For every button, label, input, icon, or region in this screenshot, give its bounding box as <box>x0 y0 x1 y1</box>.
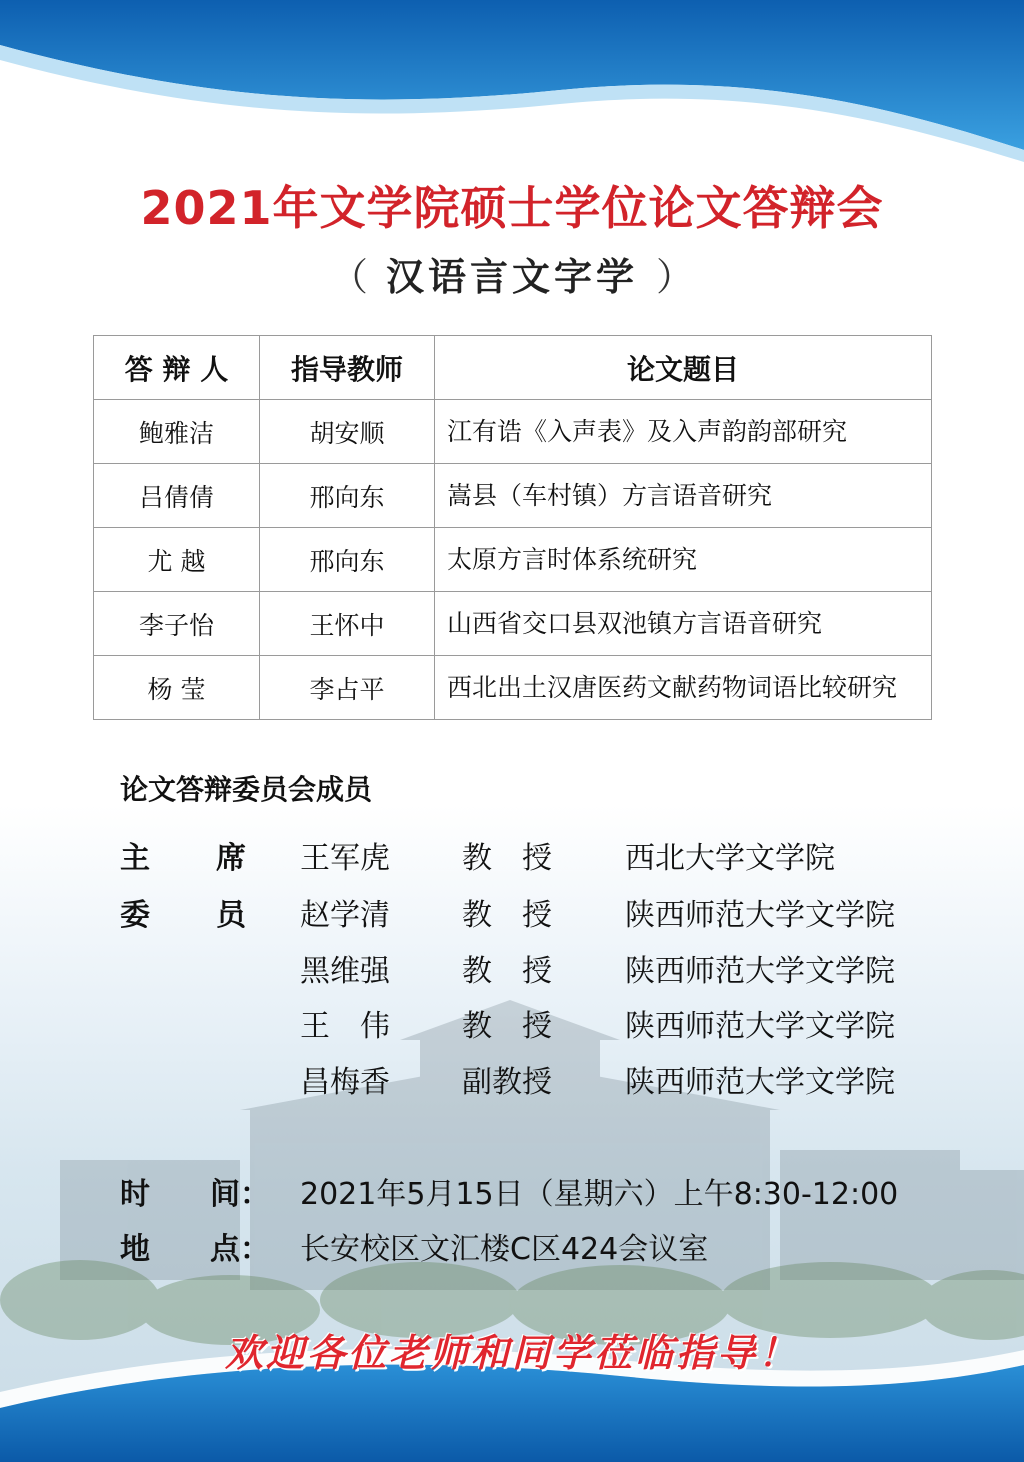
time-label: 时 间： <box>120 1177 270 1212</box>
thesis-topic: 西北出土汉唐医药文献药物词语比较研究 <box>435 656 932 720</box>
thesis-topic: 嵩县（车村镇）方言语音研究 <box>435 464 932 528</box>
member-name: 王军虎 <box>300 841 390 876</box>
table-row <box>94 528 932 592</box>
subtitle-close-paren: ） <box>656 255 695 299</box>
advisor-name: 邢向东 <box>260 464 435 528</box>
subtitle-text: 汉语言文字学 <box>385 254 638 299</box>
member-rank: 教 授 <box>462 841 552 876</box>
time-value: 2021年5月15日（星期六）上午8:30-12:00 <box>300 1177 899 1212</box>
member-rank: 教 授 <box>462 898 552 933</box>
welcome-message: 欢迎各位老师和同学莅临指导！ <box>224 1330 799 1375</box>
member-rank: 副教授 <box>462 1065 552 1100</box>
student-name: 李子怡 <box>94 592 260 656</box>
student-name: 鲍雅洁 <box>94 400 260 464</box>
member-name: 昌梅香 <box>300 1065 390 1100</box>
poster-subtitle <box>0 246 1024 301</box>
advisor-name: 李占平 <box>260 656 435 720</box>
place-value: 长安校区文汇楼C区424会议室 <box>300 1232 709 1267</box>
table-row <box>94 592 932 656</box>
member-name: 王 伟 <box>300 1009 390 1044</box>
member-org: 陕西师范大学文学院 <box>625 954 895 989</box>
committee-heading: 论文答辩委员会成员 <box>120 773 373 806</box>
member-org: 陕西师范大学文学院 <box>625 1065 895 1100</box>
member-org: 西北大学文学院 <box>625 841 835 876</box>
member-role: 委 员 <box>120 898 248 933</box>
member-role: 主 席 <box>120 841 248 876</box>
table-header-row <box>94 336 932 400</box>
student-name: 杨 莹 <box>94 656 260 720</box>
thesis-topic: 山西省交口县双池镇方言语音研究 <box>435 592 932 656</box>
member-org: 陕西师范大学文学院 <box>625 898 895 933</box>
member-org: 陕西师范大学文学院 <box>625 1009 895 1044</box>
top-wave <box>0 0 1024 150</box>
advisor-name: 邢向东 <box>260 528 435 592</box>
thesis-topic: 太原方言时体系统研究 <box>435 528 932 592</box>
member-name: 赵学清 <box>300 898 390 933</box>
advisor-name: 王怀中 <box>260 592 435 656</box>
advisor-name: 胡安顺 <box>260 400 435 464</box>
defense-schedule-table <box>93 335 932 720</box>
table-row <box>94 400 932 464</box>
member-rank: 教 授 <box>462 1009 552 1044</box>
thesis-topic: 江有诰《入声表》及入声韵韵部研究 <box>435 400 932 464</box>
place-label: 地 点： <box>120 1232 270 1267</box>
member-rank: 教 授 <box>462 954 552 989</box>
student-name: 吕倩倩 <box>94 464 260 528</box>
header-topic: 论文题目 <box>435 336 932 400</box>
poster-title: 2021年文学院硕士学位论文答辩会 <box>140 181 884 235</box>
table-row <box>94 464 932 528</box>
student-name: 尤 越 <box>94 528 260 592</box>
header-advisor: 指导教师 <box>260 336 435 400</box>
table-row <box>94 656 932 720</box>
header-student: 答 辩 人 <box>94 336 260 400</box>
member-name: 黑维强 <box>300 954 390 989</box>
subtitle-open-paren: （ <box>329 255 368 299</box>
